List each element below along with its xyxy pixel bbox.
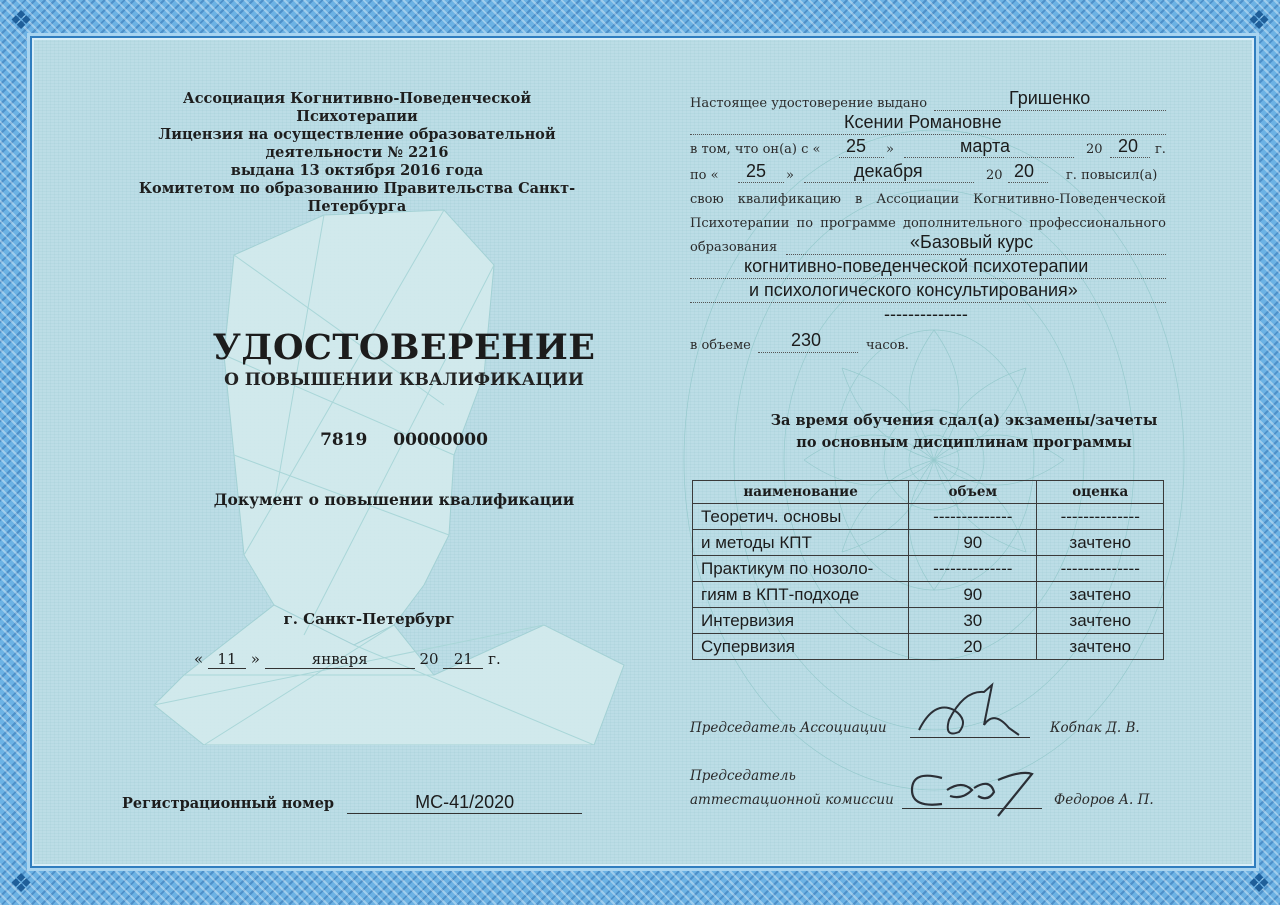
grades-table <box>692 480 1164 660</box>
program-dashes: -------------- <box>884 304 968 324</box>
table-row <box>693 608 1164 634</box>
exams-heading-line-1: За время обучения сдал(а) экзамены/зачеты <box>770 412 1158 429</box>
volume-cell: 90 <box>909 530 1037 556</box>
period-to-century: 20 <box>986 168 1003 183</box>
license-authority: Комитетом по образованию Правительства Санкт-Петербурга <box>138 180 576 215</box>
grade-cell: зачтено <box>1037 634 1164 660</box>
volume-cell: -------------- <box>909 556 1037 582</box>
period-from-close: » <box>886 142 894 157</box>
grade-cell: зачтено <box>1037 582 1164 608</box>
period-from-day: 25 <box>846 136 867 156</box>
body-line-2: Психотерапии по программе дополнительного профессионального <box>690 216 1166 231</box>
period-to-month: декабря <box>854 161 923 181</box>
column-header-grade: оценка <box>1037 481 1164 504</box>
serial-number: 7819 00000000 <box>320 430 488 450</box>
registration-label: Регистрационный номер <box>122 795 335 812</box>
issued-to-label: Настоящее удостоверение выдано <box>690 96 928 111</box>
issue-year-suffix: г. <box>488 650 501 668</box>
period-to-day: 25 <box>746 161 767 181</box>
issue-date <box>194 650 501 669</box>
volume-unit: часов. <box>866 338 909 353</box>
period-to-suffix: г. повысил(а) <box>1066 168 1158 183</box>
exams-heading-line-2: по основным дисциплинам программы <box>796 434 1132 451</box>
volume-cell: 20 <box>909 634 1037 660</box>
corner-ornament-icon: ❖ <box>9 869 33 899</box>
discipline-cell: Интервизия <box>693 608 909 634</box>
column-header-volume: объем <box>909 481 1037 504</box>
date-quote-open: « <box>194 650 204 668</box>
period-from-month: марта <box>960 136 1011 156</box>
discipline-cell: Супервизия <box>693 634 909 660</box>
commission-name: Федоров А. П. <box>1054 792 1154 808</box>
table-row <box>693 582 1164 608</box>
discipline-cell: Теоретич. основы <box>693 504 909 530</box>
chair-label: Председатель Ассоциации <box>690 720 887 736</box>
period-to-close: » <box>786 168 794 183</box>
issuer-block <box>122 90 592 216</box>
date-quote-close: » <box>250 650 260 668</box>
program-line-1: «Базовый курс <box>910 232 1034 252</box>
table-row <box>693 530 1164 556</box>
grade-cell: зачтено <box>1037 530 1164 556</box>
corner-ornament-icon: ❖ <box>9 6 33 36</box>
period-from-label: в том, что он(а) с « <box>690 142 821 157</box>
license-line: Лицензия на осуществление образовательной деятельности № 2216 <box>158 126 556 161</box>
volume-label: в объеме <box>690 338 751 353</box>
license-date: выдана 13 октября 2016 года <box>230 162 484 179</box>
chair-signature <box>914 680 1024 740</box>
commission-label-2: аттестационной комиссии <box>690 792 894 808</box>
program-line-2: когнитивно-поведенческой психотерапии <box>744 256 1089 276</box>
recipient-surname: Гришенко <box>1009 88 1091 108</box>
period-to-year: 20 <box>1014 161 1035 181</box>
document-subtitle: О ПОВЫШЕНИИ КВАЛИФИКАЦИИ <box>224 370 584 390</box>
column-header-name: наименование <box>693 481 909 504</box>
certificate-paper <box>34 40 1252 864</box>
issuer-name: Ассоциация Когнитивно-Поведенческой Психотерапии <box>182 90 532 125</box>
chair-name: Кобпак Д. В. <box>1050 720 1140 736</box>
volume-cell: 30 <box>909 608 1037 634</box>
program-line-3: и психологического консультирования» <box>749 280 1078 300</box>
discipline-cell: и методы КПТ <box>693 530 909 556</box>
issue-month: января <box>265 650 415 669</box>
volume-cell: 90 <box>909 582 1037 608</box>
volume-value: 230 <box>791 330 822 350</box>
grade-cell: -------------- <box>1037 556 1164 582</box>
table-row <box>693 556 1164 582</box>
grade-cell: -------------- <box>1037 504 1164 530</box>
document-title: УДОСТОВЕРЕНИЕ <box>212 327 596 368</box>
issue-century: 20 <box>419 650 439 668</box>
commission-label-1: Председатель <box>690 768 796 784</box>
discipline-cell: гиям в КПТ-подходе <box>693 582 909 608</box>
exams-heading <box>734 410 1194 454</box>
table-row <box>693 634 1164 660</box>
table-row <box>693 504 1164 530</box>
period-from-g: г. <box>1155 142 1166 157</box>
corner-ornament-icon: ❖ <box>1247 869 1271 899</box>
body-line-1: свою квалификацию в Ассоциации Когнитивно-Поведенческой <box>690 192 1166 207</box>
corner-ornament-icon: ❖ <box>1247 6 1271 36</box>
grade-cell: зачтено <box>1037 608 1164 634</box>
recipient-name: Ксении Романовне <box>844 112 1002 132</box>
issue-year: 21 <box>443 650 483 669</box>
document-type: Документ о повышении квалификации <box>213 490 575 509</box>
period-from-year: 20 <box>1118 136 1139 156</box>
volume-cell: -------------- <box>909 504 1037 530</box>
registration-block <box>122 792 582 814</box>
body-line-3: образования <box>690 240 778 255</box>
commission-signature <box>902 760 1042 820</box>
period-to-label: по « <box>690 168 719 183</box>
grades-header-row <box>693 481 1164 504</box>
registration-number: МС-41/2020 <box>347 792 582 814</box>
period-from-century: 20 <box>1086 142 1103 157</box>
issue-city: г. Санкт-Петербург <box>283 610 455 628</box>
issue-day: 11 <box>208 650 246 669</box>
discipline-cell: Практикум по нозоло- <box>693 556 909 582</box>
